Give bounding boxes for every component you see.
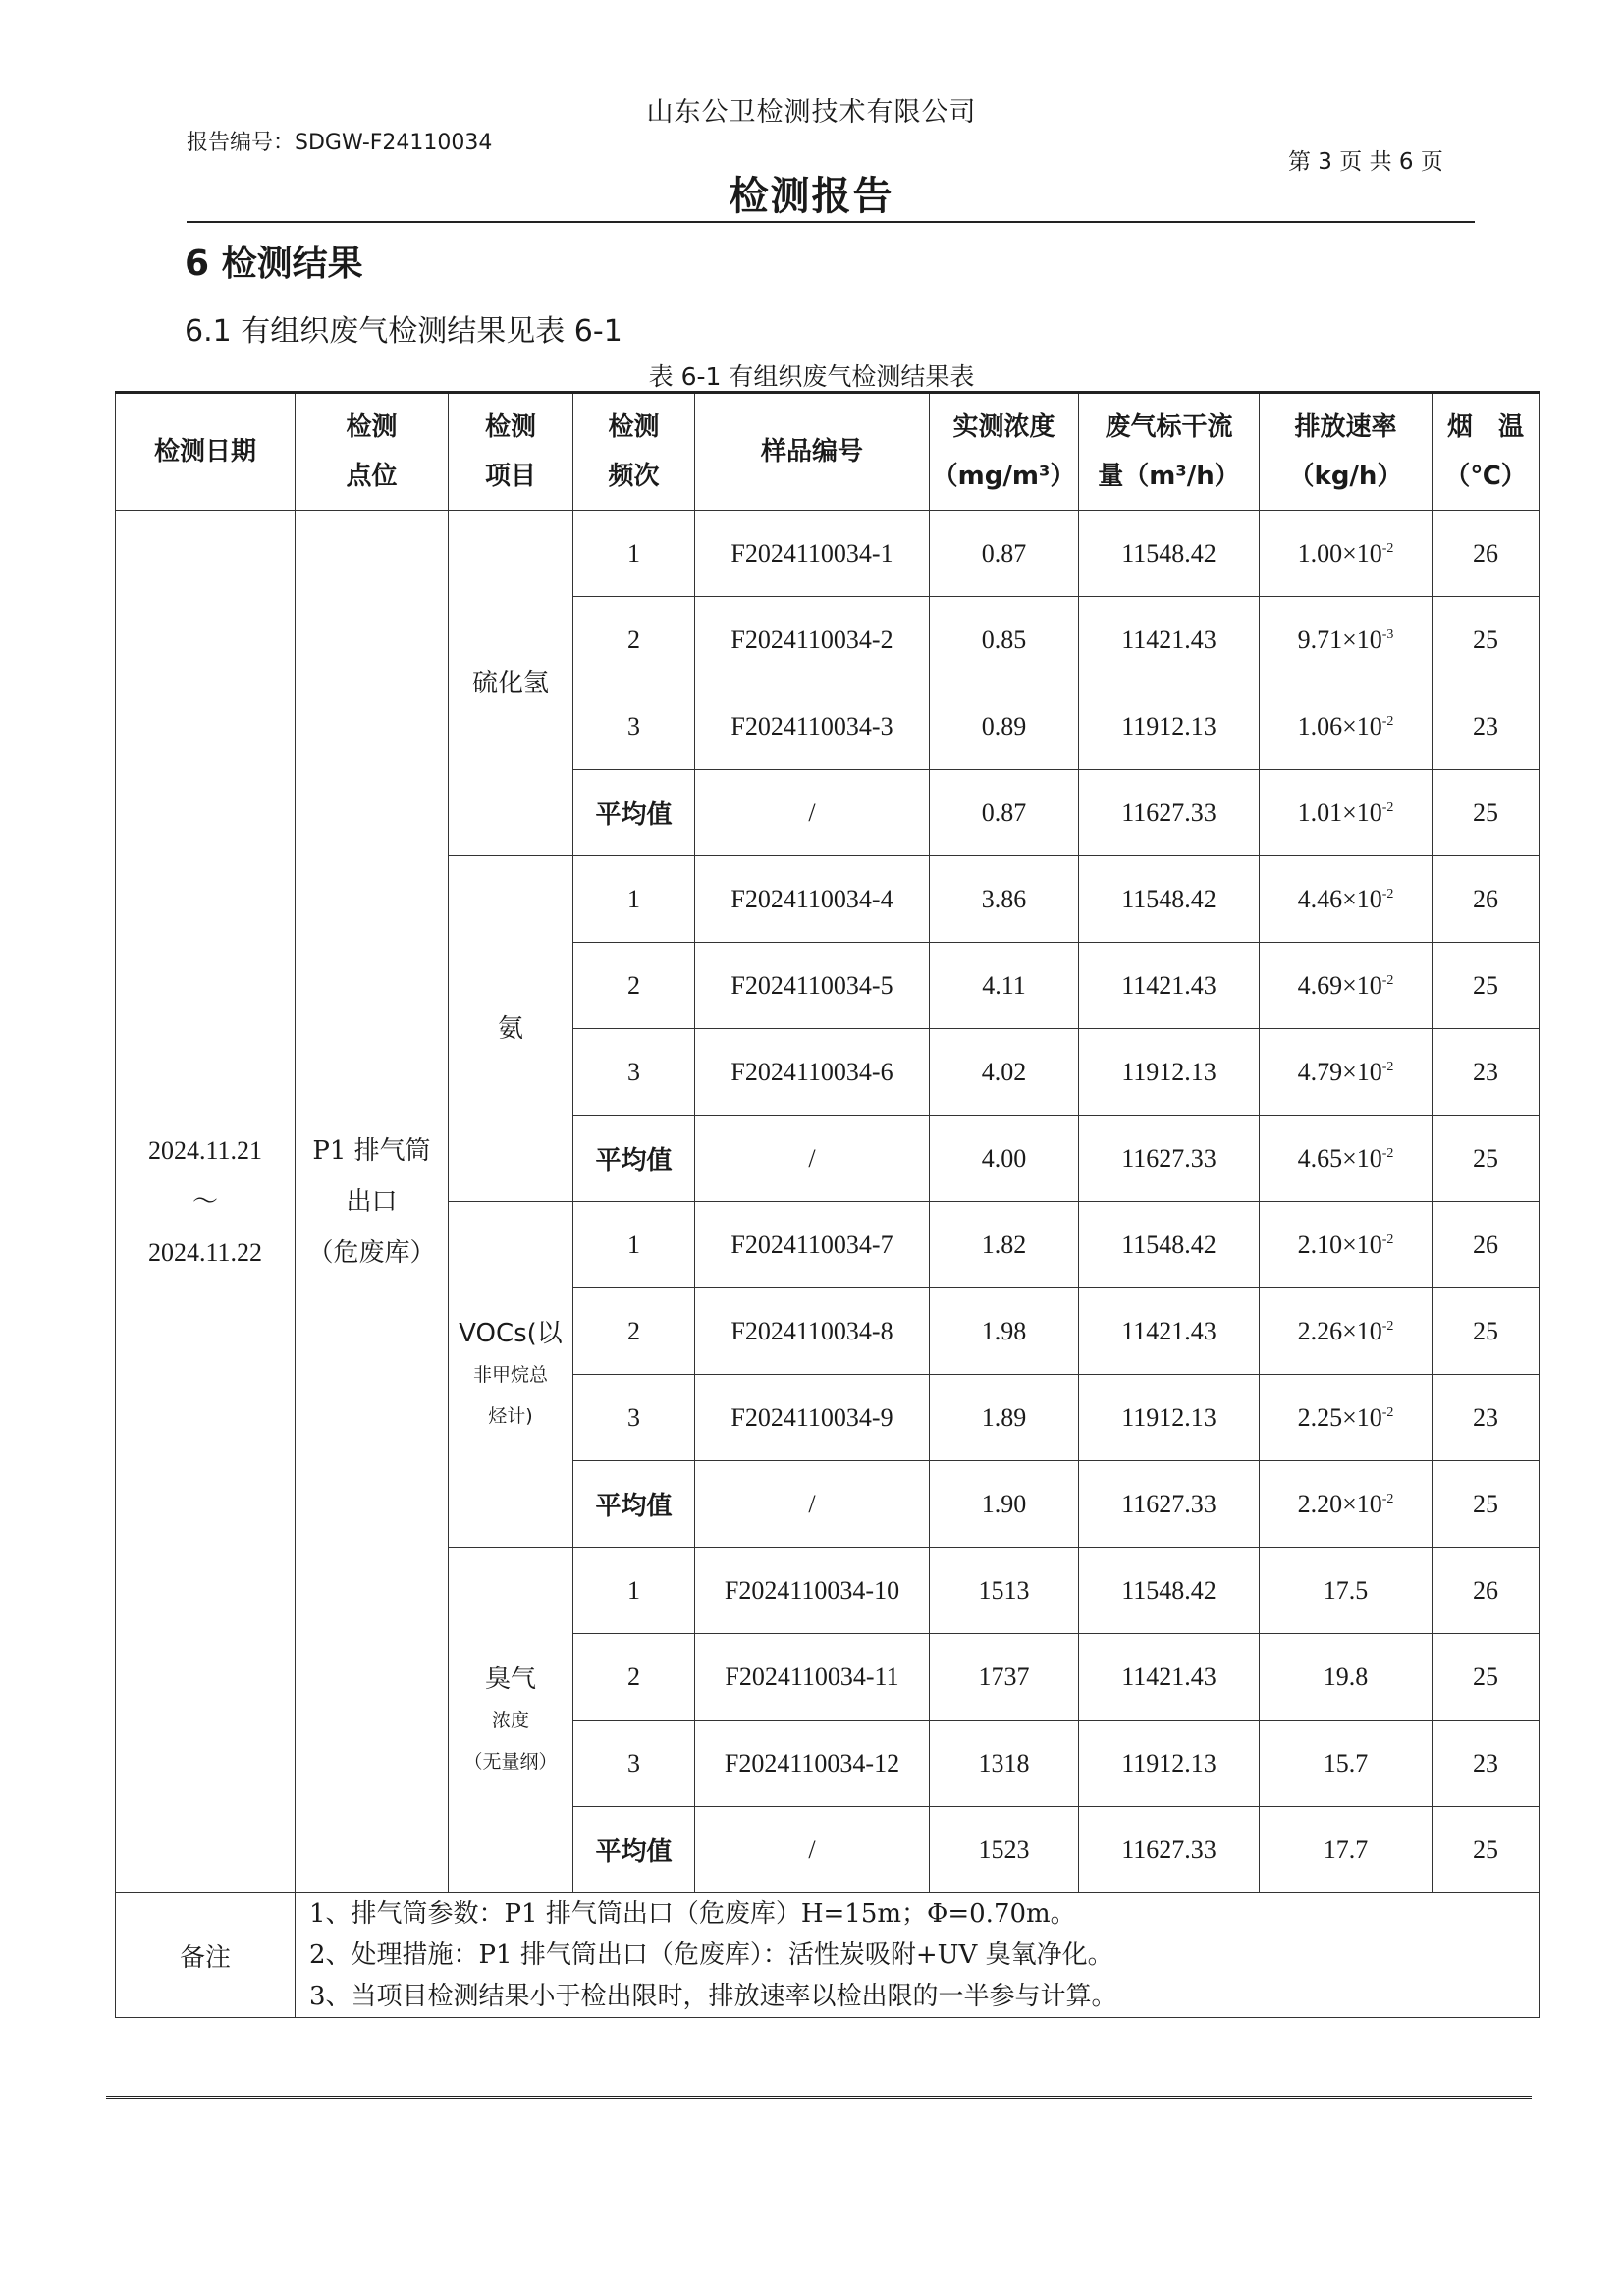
- cell-emission-rate: $4.79\times 10^{-2}$: [1260, 1029, 1433, 1116]
- cell-temperature: 25: [1433, 597, 1540, 683]
- cell-concentration: 1513: [930, 1548, 1079, 1634]
- cell-temperature: 23: [1433, 1375, 1540, 1461]
- cell-concentration: 3.86: [930, 856, 1079, 943]
- cell-temperature: 25: [1433, 1461, 1540, 1548]
- cell-emission-rate: $4.46\times 10^{-2}$: [1260, 856, 1433, 943]
- cell-frequency: 2: [573, 1634, 695, 1721]
- cell-flow: 11548.42: [1079, 1548, 1260, 1634]
- cell-sample-id: F2024110034-9: [695, 1375, 930, 1461]
- cell-sample-id: F2024110034-11: [695, 1634, 930, 1721]
- cell-temperature: 26: [1433, 1548, 1540, 1634]
- cell-temperature: 26: [1433, 856, 1540, 943]
- cell-temperature: 25: [1433, 1807, 1540, 1893]
- cell-frequency: 3: [573, 1721, 695, 1807]
- cell-concentration: 4.00: [930, 1116, 1079, 1202]
- remarks-list: [296, 1893, 1540, 2018]
- cell-sample-id: F2024110034-1: [695, 511, 930, 597]
- header-point: 检测 点位: [296, 393, 449, 511]
- cell-concentration: 0.85: [930, 597, 1079, 683]
- cell-emission-rate: 19.8: [1260, 1634, 1433, 1721]
- cell-flow: 11912.13: [1079, 1721, 1260, 1807]
- cell-concentration: 4.11: [930, 943, 1079, 1029]
- cell-emission-rate: $2.26\times 10^{-2}$: [1260, 1288, 1433, 1375]
- cell-frequency: 3: [573, 683, 695, 770]
- document-title: 检测报告: [729, 174, 894, 219]
- cell-frequency: 1: [573, 1202, 695, 1288]
- cell-concentration: 4.02: [930, 1029, 1079, 1116]
- cell-flow: 11548.42: [1079, 511, 1260, 597]
- cell-flow: 11627.33: [1079, 1461, 1260, 1548]
- remark-item: 1、排气筒参数：P1 排气筒出口（危废库）H=15m；Φ=0.70m。: [309, 1899, 1076, 1929]
- cell-flow: 11548.42: [1079, 856, 1260, 943]
- cell-emission-rate: $4.69\times 10^{-2}$: [1260, 943, 1433, 1029]
- table-header-row: [116, 393, 1540, 511]
- cell-sample-id: F2024110034-12: [695, 1721, 930, 1807]
- remarks-label: 备注: [116, 1893, 296, 2018]
- cell-temperature: 25: [1433, 770, 1540, 856]
- header-temperature: 烟 温 （℃）: [1433, 393, 1540, 511]
- cell-emission-rate: 17.7: [1260, 1807, 1433, 1893]
- cell-concentration: 1.89: [930, 1375, 1079, 1461]
- cell-concentration: 1.90: [930, 1461, 1079, 1548]
- cell-date: 2024.11.21 ～ 2024.11.22: [116, 511, 296, 1893]
- cell-temperature: 26: [1433, 511, 1540, 597]
- page-indicator: 第 3 页 共 6 页: [1288, 149, 1443, 175]
- cell-frequency: 2: [573, 597, 695, 683]
- remark-item: 2、处理措施：P1 排气筒出口（危废库）：活性炭吸附+UV 臭氧净化。: [309, 1941, 1113, 1970]
- cell-sample-id: /: [695, 1807, 930, 1893]
- cell-sample-id: F2024110034-7: [695, 1202, 930, 1288]
- cell-temperature: 25: [1433, 943, 1540, 1029]
- cell-flow: 11421.43: [1079, 597, 1260, 683]
- cell-flow: 11912.13: [1079, 683, 1260, 770]
- cell-temperature: 25: [1433, 1116, 1540, 1202]
- header-emission-rate: 排放速率 （kg/h）: [1260, 393, 1433, 511]
- cell-emission-rate: $1.06\times 10^{-2}$: [1260, 683, 1433, 770]
- remark-item: 3、当项目检测结果小于检出限时，排放速率以检出限的一半参与计算。: [309, 1982, 1117, 2011]
- header-concentration: 实测浓度 （mg/m³）: [930, 393, 1079, 511]
- cell-temperature: 25: [1433, 1634, 1540, 1721]
- header-flow: 废气标干流 量（m³/h）: [1079, 393, 1260, 511]
- cell-emission-rate: $1.00\times 10^{-2}$: [1260, 511, 1433, 597]
- report-number: 报告编号：SDGW-F24110034: [187, 131, 493, 155]
- cell-concentration: 1.82: [930, 1202, 1079, 1288]
- header-frequency: 检测 频次: [573, 393, 695, 511]
- cell-frequency: 1: [573, 856, 695, 943]
- cell-frequency: 平均值: [573, 1116, 695, 1202]
- cell-flow: 11421.43: [1079, 1634, 1260, 1721]
- subsection-heading: 6.1 有组织废气检测结果见表 6-1: [185, 314, 622, 349]
- section-heading: 6 检测结果: [185, 244, 363, 284]
- remarks-row: [116, 1893, 1540, 2018]
- cell-emission-rate: 17.5: [1260, 1548, 1433, 1634]
- cell-flow: 11548.42: [1079, 1202, 1260, 1288]
- cell-flow: 11421.43: [1079, 943, 1260, 1029]
- cell-emission-rate: $2.25\times 10^{-2}$: [1260, 1375, 1433, 1461]
- cell-sampling-point: P1 排气筒 出口 （危废库）: [296, 511, 449, 1893]
- cell-temperature: 26: [1433, 1202, 1540, 1288]
- cell-item: VOCs(以 非甲烷总 烃计): [449, 1202, 573, 1548]
- cell-frequency: 2: [573, 943, 695, 1029]
- cell-sample-id: F2024110034-8: [695, 1288, 930, 1375]
- cell-sample-id: F2024110034-10: [695, 1548, 930, 1634]
- cell-frequency: 平均值: [573, 1461, 695, 1548]
- cell-frequency: 1: [573, 1548, 695, 1634]
- cell-frequency: 平均值: [573, 770, 695, 856]
- footer-divider: [106, 2096, 1532, 2099]
- cell-emission-rate: 15.7: [1260, 1721, 1433, 1807]
- cell-concentration: 0.87: [930, 770, 1079, 856]
- cell-flow: 11912.13: [1079, 1375, 1260, 1461]
- cell-flow: 11627.33: [1079, 770, 1260, 856]
- cell-temperature: 25: [1433, 1288, 1540, 1375]
- cell-concentration: 1737: [930, 1634, 1079, 1721]
- cell-emission-rate: $2.20\times 10^{-2}$: [1260, 1461, 1433, 1548]
- header-sample-id: 样品编号: [695, 393, 930, 511]
- cell-concentration: 0.87: [930, 511, 1079, 597]
- cell-sample-id: F2024110034-6: [695, 1029, 930, 1116]
- cell-temperature: 23: [1433, 683, 1540, 770]
- cell-sample-id: F2024110034-5: [695, 943, 930, 1029]
- cell-sample-id: /: [695, 1116, 930, 1202]
- header-date: 检测日期: [116, 393, 296, 511]
- cell-concentration: 1523: [930, 1807, 1079, 1893]
- cell-item: 氨: [449, 856, 573, 1202]
- header-divider: [187, 221, 1475, 223]
- cell-temperature: 23: [1433, 1029, 1540, 1116]
- cell-temperature: 23: [1433, 1721, 1540, 1807]
- cell-sample-id: F2024110034-3: [695, 683, 930, 770]
- cell-sample-id: /: [695, 1461, 930, 1548]
- cell-flow: 11421.43: [1079, 1288, 1260, 1375]
- cell-concentration: 0.89: [930, 683, 1079, 770]
- cell-item: 臭气 浓度 （无量纲）: [449, 1548, 573, 1893]
- cell-frequency: 1: [573, 511, 695, 597]
- cell-emission-rate: $2.10\times 10^{-2}$: [1260, 1202, 1433, 1288]
- table-caption: 表 6-1 有组织废气检测结果表: [648, 362, 975, 391]
- table-body: [116, 511, 1540, 1893]
- cell-concentration: 1.98: [930, 1288, 1079, 1375]
- cell-frequency: 3: [573, 1375, 695, 1461]
- cell-sample-id: F2024110034-2: [695, 597, 930, 683]
- cell-frequency: 3: [573, 1029, 695, 1116]
- cell-flow: 11912.13: [1079, 1029, 1260, 1116]
- results-table: [115, 391, 1540, 2018]
- cell-item: 硫化氢: [449, 511, 573, 856]
- header-item: 检测 项目: [449, 393, 573, 511]
- cell-frequency: 平均值: [573, 1807, 695, 1893]
- cell-emission-rate: $9.71\times 10^{-3}$: [1260, 597, 1433, 683]
- cell-sample-id: /: [695, 770, 930, 856]
- cell-concentration: 1318: [930, 1721, 1079, 1807]
- cell-flow: 11627.33: [1079, 1807, 1260, 1893]
- cell-flow: 11627.33: [1079, 1116, 1260, 1202]
- cell-sample-id: F2024110034-4: [695, 856, 930, 943]
- table-row: [116, 511, 1540, 597]
- cell-emission-rate: $4.65\times 10^{-2}$: [1260, 1116, 1433, 1202]
- cell-emission-rate: $1.01\times 10^{-2}$: [1260, 770, 1433, 856]
- cell-frequency: 2: [573, 1288, 695, 1375]
- company-name: 山东公卫检测技术有限公司: [646, 97, 977, 128]
